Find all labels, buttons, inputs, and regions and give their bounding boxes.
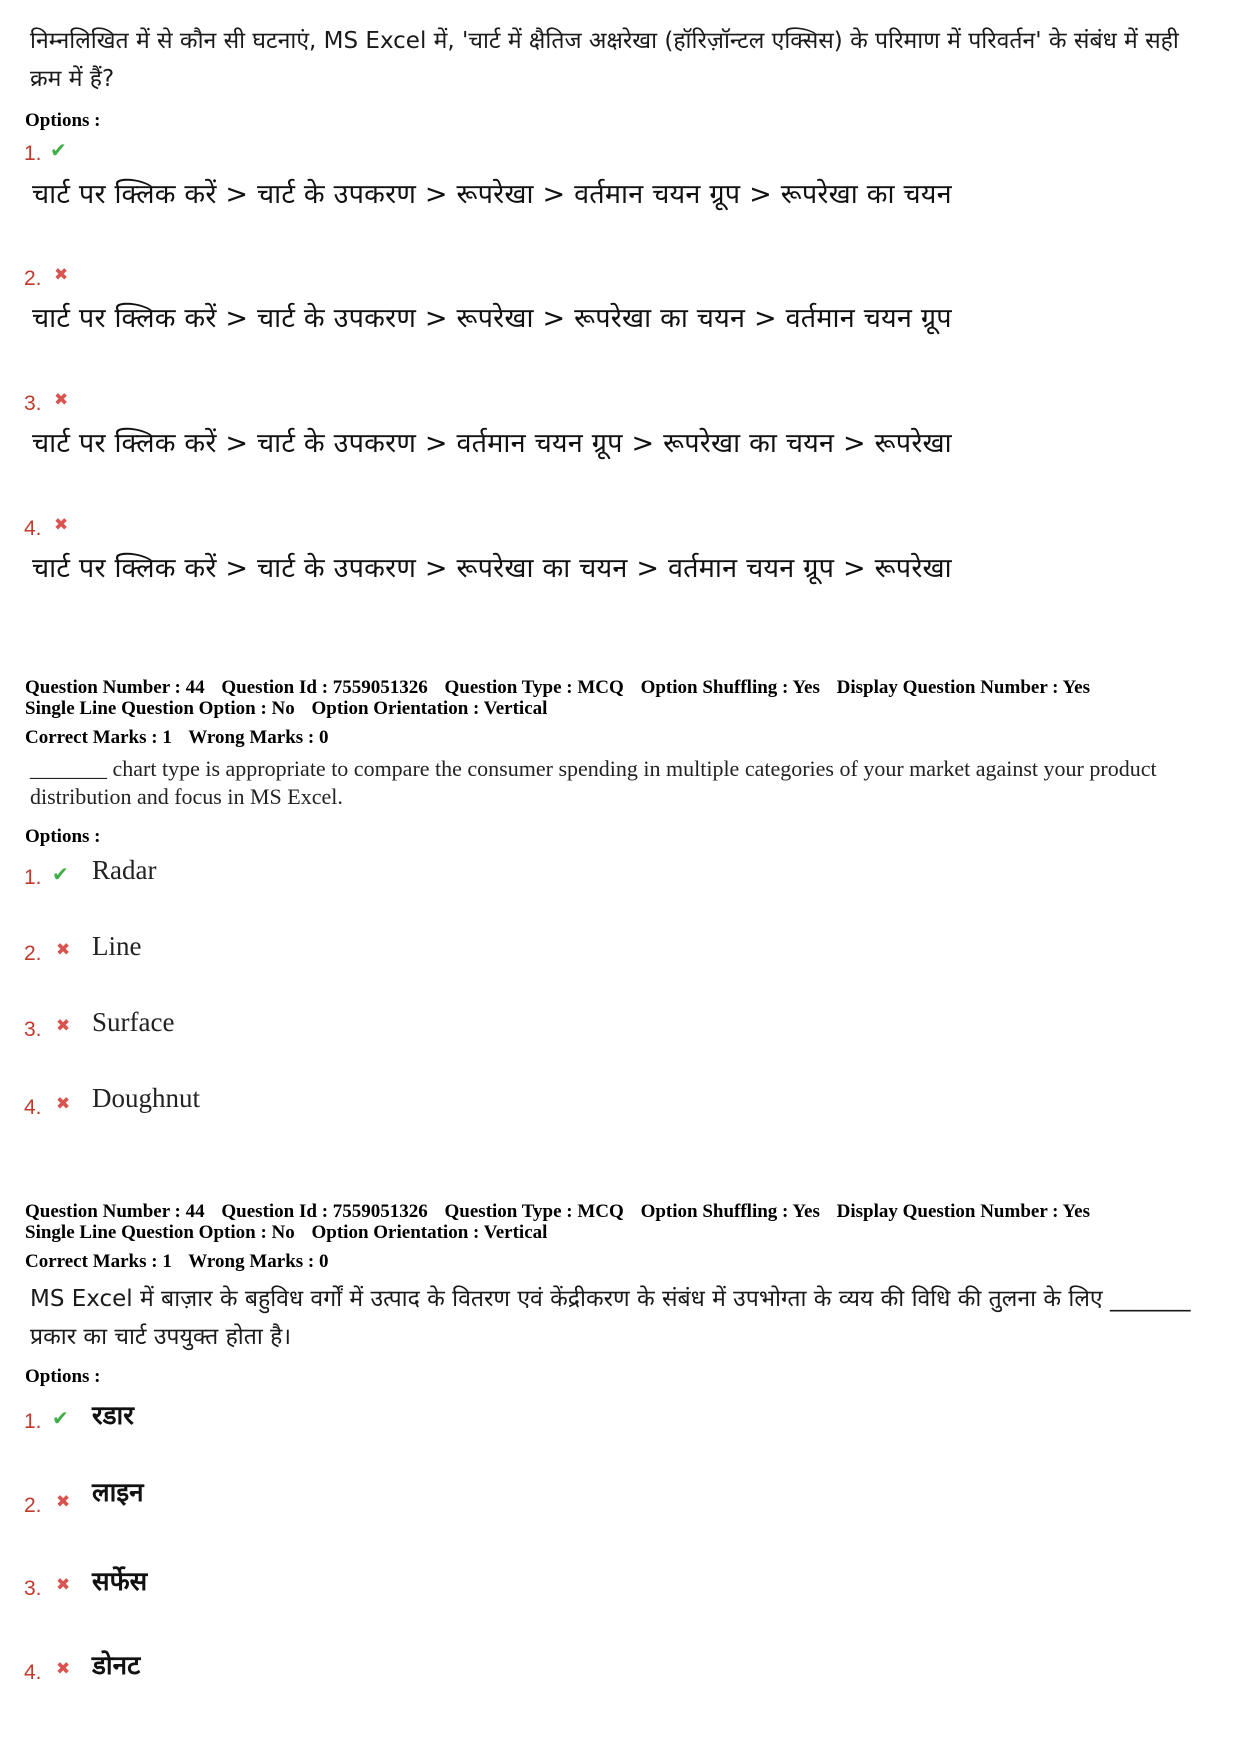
question-text-hindi-1: निम्नलिखित में से कौन सी घटनाएं, MS Excel में, 'चार्ट में क्षैतिज अक्षरेखा (हॉरिज़ॉन्टल एक्सिस) के परिमाण में परिवर्तन' के संबंध में सही क्रम में हैं? (30, 28, 1179, 92)
question-text-hindi-2: MS Excel में बाज़ार के बहुविध वर्गों में उत्पाद के वितरण एवं केंद्रीकरण के संबंध में उपभोग्ता के व्यय की विधि की तुलना के लिए _______ प्रकार का चार्ट उपयुक्त होता है। (30, 1286, 1191, 1350)
wrong-icon: ✖ (54, 390, 69, 410)
option-text: Radar (92, 855, 157, 885)
option-text: चार्ट पर क्लिक करें > चार्ट के उपकरण > वर्तमान चयन ग्रूप > रूपरेखा का चयन > रूपरेखा (32, 428, 952, 459)
option-number: 3. (24, 392, 42, 415)
correct-icon: ✔ (52, 862, 69, 886)
option-text: डोनट (92, 1651, 141, 1681)
wrong-icon: ✖ (56, 1094, 71, 1114)
option-text: चार्ट पर क्लिक करें > चार्ट के उपकरण > रूपरेखा > वर्तमान चयन ग्रूप > रूपरेखा का चयन (32, 179, 952, 210)
option-text: रडार (92, 1401, 134, 1431)
option-number: 4. (24, 1661, 42, 1684)
option-text: सर्फेस (92, 1567, 148, 1597)
option-number: 4. (24, 1096, 42, 1119)
option-text: Line (92, 931, 142, 961)
correct-icon: ✔ (50, 138, 67, 162)
question-meta-line-1: Question Number : 44 Question Id : 7559051326 Question Type : MCQ Option Shuffling : Yes Display Question Number : Yes (25, 677, 1090, 698)
wrong-icon: ✖ (56, 1492, 71, 1512)
option-number: 2. (24, 267, 42, 290)
wrong-icon: ✖ (56, 1575, 71, 1595)
option-number: 2. (24, 1494, 42, 1517)
option-number: 4. (24, 517, 42, 540)
wrong-icon: ✖ (56, 1659, 71, 1679)
option-text: Doughnut (92, 1083, 200, 1113)
wrong-icon: ✖ (54, 265, 69, 285)
option-number: 1. (24, 866, 42, 889)
wrong-icon: ✖ (56, 1016, 71, 1036)
question-meta-line-2: Single Line Question Option : No Option Orientation : Vertical (25, 698, 548, 719)
options-label: Options : (25, 1366, 101, 1387)
question-text-english: _______ chart type is appropriate to compare the consumer spending in multiple categories of your market against your product distribution and focus in MS Excel. (30, 756, 1157, 809)
option-number: 1. (24, 1410, 42, 1433)
option-text: चार्ट पर क्लिक करें > चार्ट के उपकरण > रूपरेखा का चयन > वर्तमान चयन ग्रूप > रूपरेखा (32, 553, 952, 584)
option-number: 1. (24, 142, 42, 165)
option-number: 3. (24, 1577, 42, 1600)
options-label: Options : (25, 826, 101, 847)
option-number: 2. (24, 942, 42, 965)
question-meta-line-1: Question Number : 44 Question Id : 7559051326 Question Type : MCQ Option Shuffling : Yes Display Question Number : Yes (25, 1201, 1090, 1222)
correct-icon: ✔ (52, 1406, 69, 1430)
wrong-icon: ✖ (56, 940, 71, 960)
question-marks-line: Correct Marks : 1 Wrong Marks : 0 (25, 1251, 329, 1272)
option-number: 3. (24, 1018, 42, 1041)
wrong-icon: ✖ (54, 515, 69, 535)
option-text: चार्ट पर क्लिक करें > चार्ट के उपकरण > रूपरेखा > रूपरेखा का चयन > वर्तमान चयन ग्रूप (32, 303, 952, 334)
question-meta-line-2: Single Line Question Option : No Option Orientation : Vertical (25, 1222, 548, 1243)
options-label: Options : (25, 110, 101, 131)
option-text: लाइन (92, 1478, 144, 1508)
option-text: Surface (92, 1007, 175, 1037)
question-marks-line: Correct Marks : 1 Wrong Marks : 0 (25, 727, 329, 748)
